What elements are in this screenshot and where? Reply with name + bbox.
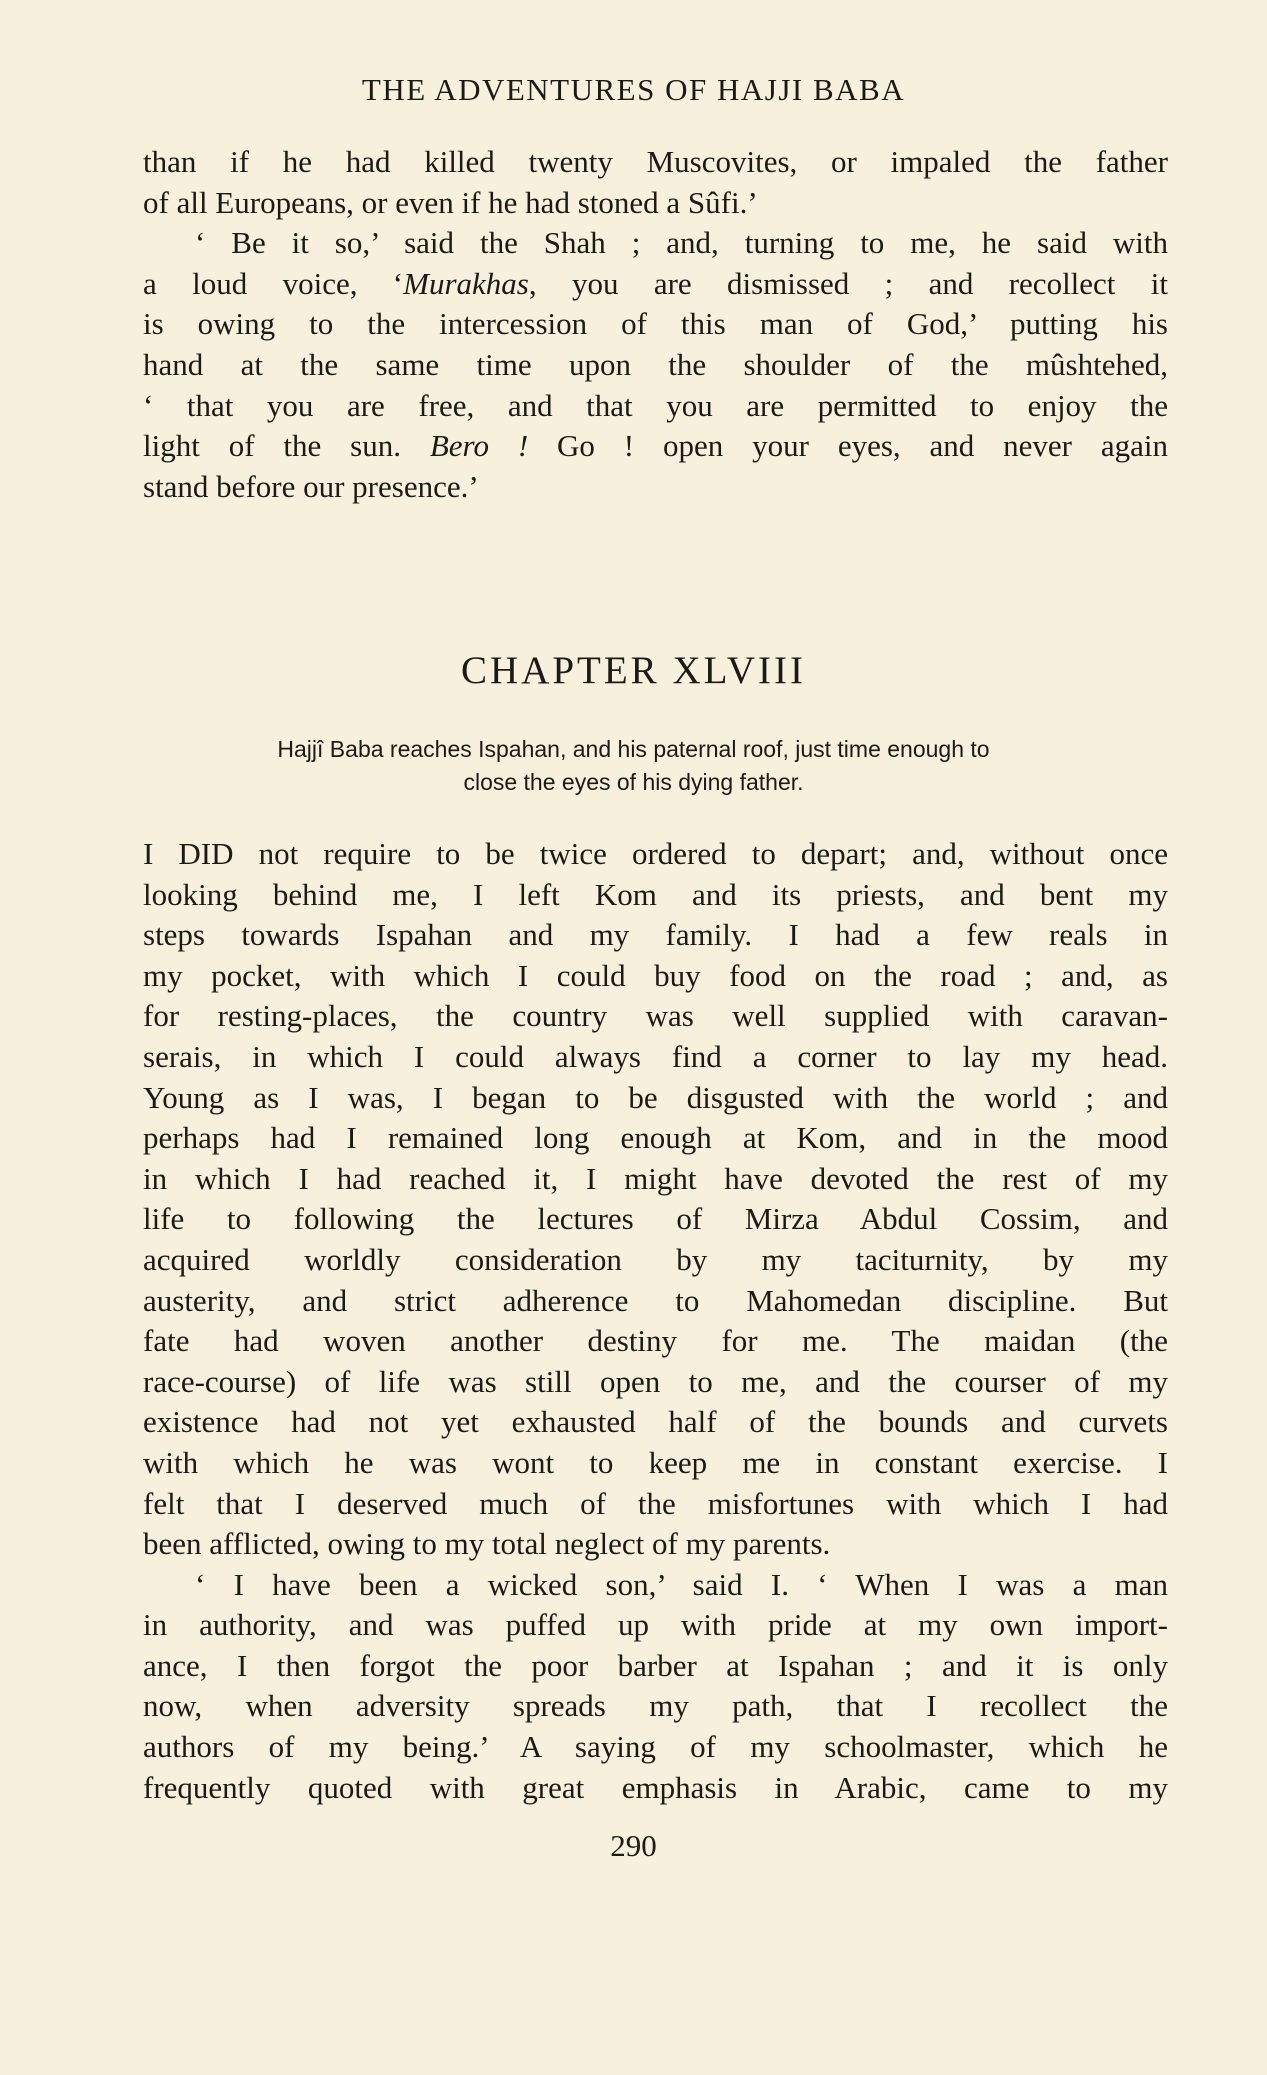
text-segment: , you are dismissed ; and recollect it: [528, 265, 1168, 301]
text-line: my pocket, with which I could buy food on the road ; and, as: [143, 957, 1168, 993]
text-line: perhaps had I remained long enough at Kom, and in the mood: [143, 1120, 1168, 1156]
text-line: Young as I was, I began to be disgusted with the world ; and: [143, 1079, 1168, 1115]
text-line: in which I had reached it, I might have devoted the rest of my: [143, 1160, 1168, 1196]
italic-word: Murakhas: [403, 265, 529, 301]
text-line: is owing to the intercession of this man of God,’ putting his: [143, 306, 1168, 342]
italic-word: Bero !: [429, 428, 529, 464]
summary-line: close the eyes of his dying father.: [463, 769, 804, 795]
text-line: authors of my being.’ A saying of my schoolmaster, which he: [143, 1729, 1168, 1765]
summary-line: Hajjî Baba reaches Ispahan, and his paternal roof, just time enough to: [277, 736, 990, 762]
text-segment: not require to be twice ordered to depart; and, without once: [258, 836, 1169, 871]
text-line: serais, in which I could always find a corner to lay my head.: [143, 1038, 1168, 1074]
text-line: frequently quoted with great emphasis in Arabic, came to my: [143, 1769, 1168, 1805]
text-line: acquired worldly consideration by my taciturnity, by my: [143, 1241, 1168, 1277]
text-line: [143, 264, 1168, 305]
text-segment: light of the sun.: [143, 428, 401, 464]
text-line: than if he had killed twenty Muscovites, or impaled the father: [143, 144, 1168, 179]
text-line: felt that I deserved much of the misfortunes with which I had: [143, 1485, 1168, 1521]
chapter-summary: [0, 733, 1267, 799]
text-line: steps towards Ispahan and my family. I had a few reals in: [143, 917, 1168, 953]
opening-letter: I: [143, 836, 154, 871]
text-line: existence had not yet exhausted half of the bounds and curvets: [143, 1404, 1168, 1440]
text-line: ‘ Be it so,’ said the Shah ; and, turning to me, he said with: [195, 225, 1168, 261]
continued-paragraph: [143, 142, 1168, 507]
text-line: of all Europeans, or even if he had stoned a Sûfi.’: [143, 184, 758, 220]
running-head: THE ADVENTURES OF HAJJI BABA: [361, 72, 906, 107]
text-line: fate had woven another destiny for me. The maidan (the: [143, 1323, 1168, 1359]
text-line: for resting-places, the country was well supplied with caravan-: [143, 998, 1168, 1034]
text-line: now, when adversity spreads my path, that I recollect the: [143, 1688, 1168, 1724]
text-line: [143, 426, 1168, 467]
text-line: in authority, and was puffed up with pride at my own import-: [143, 1607, 1168, 1643]
text-line: hand at the same time upon the shoulder of the mûshtehed,: [143, 346, 1168, 382]
text-line: ance, I then forgot the poor barber at Ispahan ; and it is only: [143, 1647, 1168, 1683]
text-line: [143, 834, 1168, 875]
chapter-body: [143, 834, 1168, 1808]
page-number: 290: [610, 1828, 657, 1863]
small-caps-word: DID: [178, 836, 234, 871]
text-line: ‘ I have been a wicked son,’ said I. ‘ When I was a man: [195, 1566, 1168, 1602]
text-segment: Go ! open your eyes, and never again: [557, 428, 1168, 464]
text-line: life to following the lectures of Mirza Abdul Cossim, and: [143, 1201, 1168, 1237]
text-line: race-course) of life was still open to me, and the courser of my: [143, 1363, 1168, 1399]
text-line: stand before our presence.’: [143, 468, 479, 504]
text-line: looking behind me, I left Kom and its priests, and bent my: [143, 876, 1168, 912]
text-line: with which he was wont to keep me in constant exercise. I: [143, 1444, 1168, 1480]
text-line: austerity, and strict adherence to Mahomedan discipline. But: [143, 1282, 1168, 1318]
text-line: been afflicted, owing to my total neglect of my parents.: [143, 1526, 831, 1562]
text-line: ‘ that you are free, and that you are permitted to enjoy the: [143, 387, 1168, 423]
chapter-title: CHAPTER XLVIII: [461, 649, 806, 692]
text-segment: a loud voice, ‘: [143, 265, 404, 301]
